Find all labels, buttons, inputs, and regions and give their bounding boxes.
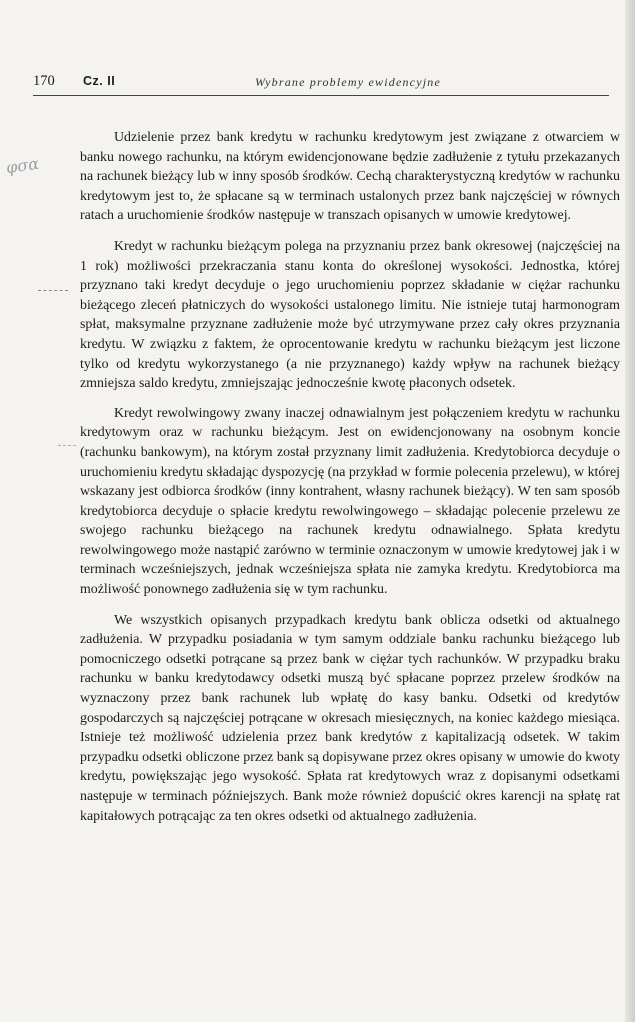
running-title: Wybrane problemy ewidencyjne [255, 75, 441, 89]
pencil-mark [38, 290, 68, 292]
paragraph-revolving-account-credit: Udzielenie przez bank kredytu w rachunku kredytowym jest związane z otwarciem w banku nowego rachunku, na którym ewidencjonowane będzie zadłużenie z tytułu przekazanych na rachunek bieżący lub w inny sposób środków. Cechą charakterystyczną kredytów w rachunku kredytowym jest to, że spłacane są w terminach ustalonych przez bank najczęściej w równych ratach a uruchomienie środków następuje w transzach opisanych w umowie kredytowej. [80, 130, 620, 224]
page-edge-shadow [625, 0, 635, 1022]
page-number: 170 [33, 73, 55, 89]
paragraph-current-account-credit: Kredyt w rachunku bieżącym polega na przyznaniu przez bank okresowej (najczęściej na 1 rok) możliwości przekraczania stanu konta do określonej wysokości. Jednostka, której przyznano taki kredyt decyduje o jego uruchomieniu poprzez składanie w ciężar rachunku bieżącego zleceń płatniczych do wysokości ustalonego limitu. Nie istnieje tutaj harmonogram spłat, maksymalne przyznane zadłużenie może być utrzymywane przez cały okres przyznania kredytu. W związku z faktem, że oprocentowanie kredytu w rachunku bieżącym jest liczone tylko od kredytu wykorzystanego (a nie przyznanego) każdy wpływ na rachunek bieżący zmniejsza saldo kredytu, zmniejszając jednocześnie kwotę płaconych odsetek. [80, 238, 620, 392]
header-rule [33, 95, 609, 96]
running-header [33, 73, 609, 95]
pencil-mark [58, 445, 76, 447]
paragraph-revolving-credit: Kredyt rewolwingowy zwany inaczej odnawialnym jest połączeniem kredytu w rachunku kredytowym oraz w rachunku bieżącym. Jest on ewidencjonowany na osobnym koncie (rachunku bankowym), na którym został przyznany limit zadłużenia. Kredytobiorca decyduje o uruchomieniu kredytu składając dyspozycję (na przykład w formie polecenia przelewu), w której wskazany jest odbiorca środków (inny kontrahent, własny rachunek bieżący). W ten sam sposób kredytobiorca decyduje o spłacie kredytu rewolwingowego – składając polecenie przelewu ze swojego rachunku bieżącego na rachunek kredytu odnawialnego. Spłata kredytu rewolwingowego może nastąpić zarówno w terminie oznaczonym w umowie kredytowej jak i w terminach wcześniejszych, jednak wcześniejsza spłata nie zamyka kredytu. Kredytobiorca ma możliwość ponownego zadłużenia się w tym rachunku. [80, 405, 620, 598]
body-text [80, 128, 620, 837]
chapter-label: Cz. II [83, 74, 116, 88]
paragraph-interest: We wszystkich opisanych przypadkach kredytu bank oblicza odsetki od aktualnego zadłużenia. W przypadku posiadania w tym samym oddziale banku rachunku bieżącego lub pomocniczego odsetki potrącane są przez bank w ciężar tych rachunków. W przypadku braku rachunku w banku kredytodawcy odsetki muszą być spłacane poprzez przelew środków na wyznaczony przez bank rachunek lub wpłatę do kasy banku. Odsetki od kredytów gospodarczych są najczęściej potrącane w okresach miesięcznych, na koniec każdego miesiąca. Istnieje też możliwość udzielenia przez bank kredytów z kapitalizacją odsetek. W takim przypadku odsetki obliczone przez bank są dopisywane przez okres opisany w umowie do kwoty kredytu, powiększając jego wysokość. Spłata rat kredytowych wraz z dopisanymi odsetkami następuje w terminach późniejszych. Bank może również dopuścić okres karencji na spłatę rat kapitałowych potrącając za ten okres odsetki od aktualnego zadłużenia. [80, 612, 620, 824]
handwritten-margin-note: φσα [4, 153, 41, 178]
